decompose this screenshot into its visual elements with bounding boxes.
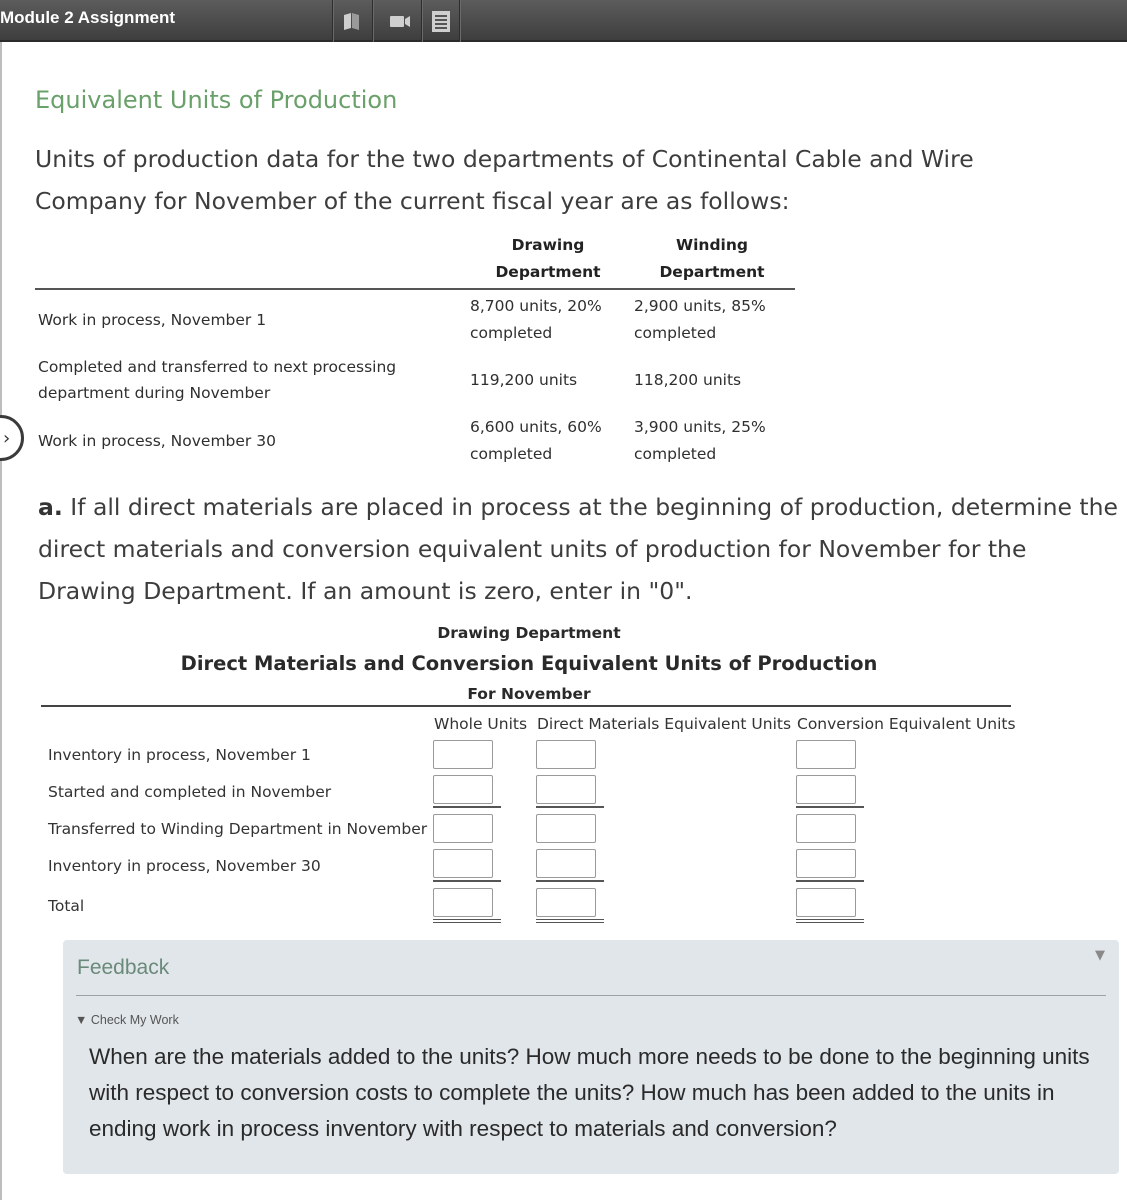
report-row-label: Inventory in process, November 30 — [48, 857, 321, 875]
table-cell: 6,600 units, 60% completed — [470, 418, 602, 463]
report-row-label: Transferred to Winding Department in November — [48, 820, 428, 838]
total-rule — [536, 880, 604, 882]
toolbar-divider — [459, 0, 461, 42]
whole-units-input-started[interactable] — [433, 775, 493, 804]
total-rule — [796, 880, 864, 882]
conversion-input-transferred[interactable] — [796, 814, 856, 843]
column-header-materials: Direct Materials Equivalent Units — [537, 715, 792, 733]
top-bar — [0, 0, 1127, 42]
expand-panel-button[interactable] — [0, 415, 24, 461]
table-cell: 119,200 units — [470, 371, 578, 389]
row-label: Work in process, November 1 — [38, 311, 267, 329]
subtotal-rule — [433, 806, 501, 808]
problem-intro: Units of production data for the two departments of Continental Cable and Wire Company for November of the current fiscal year are as follows: — [35, 145, 974, 215]
double-underline — [433, 919, 501, 923]
report-row-label: Inventory in process, November 1 — [48, 746, 311, 764]
table-cell: 2,900 units, 85% completed — [634, 297, 766, 342]
check-my-work-toggle[interactable]: ▼ Check My Work — [75, 1013, 179, 1027]
conversion-input-beginning[interactable] — [796, 740, 856, 769]
chevron-right-icon: › — [3, 428, 11, 449]
video-icon[interactable] — [387, 8, 413, 34]
materials-input-started[interactable] — [536, 775, 596, 804]
subtotal-rule — [536, 806, 604, 808]
table-cell: 3,900 units, 25% completed — [634, 418, 766, 463]
whole-units-input-ending[interactable] — [433, 849, 493, 878]
double-underline — [536, 919, 604, 923]
report-title: Direct Materials and Conversion Equivalent Units of Production — [180, 652, 878, 675]
total-rule — [433, 880, 501, 882]
question-a: a. If all direct materials are placed in process at the beginning of production, determine the direct materials and conversion equivalent units of production for November for the Drawing Department. If an amount is zero, enter in "0". — [38, 493, 1118, 605]
row-label: Completed and transferred to next processing department during November — [38, 358, 397, 402]
report-row-label: Started and completed in November — [48, 783, 332, 801]
row-label: Work in process, November 30 — [38, 432, 276, 450]
materials-input-total[interactable] — [536, 888, 596, 917]
toolbar-divider — [372, 0, 374, 42]
column-header-conversion: Conversion Equivalent Units — [797, 715, 1016, 733]
frame-border — [0, 42, 2, 1200]
document-icon[interactable] — [428, 8, 454, 34]
conversion-input-total[interactable] — [796, 888, 856, 917]
table-rule — [35, 288, 795, 290]
triangle-down-icon: ▼ — [75, 1013, 88, 1027]
feedback-title: Feedback — [77, 956, 170, 979]
assignment-title: Module 2 Assignment — [0, 8, 176, 27]
table-cell: 118,200 units — [634, 371, 742, 389]
column-header-drawing: Drawing Department — [495, 236, 601, 281]
column-header-winding: Winding Department — [659, 236, 765, 281]
report-rule — [41, 705, 1011, 707]
materials-input-transferred[interactable] — [536, 814, 596, 843]
column-header-whole-units: Whole Units — [434, 715, 528, 733]
whole-units-input-transferred[interactable] — [433, 814, 493, 843]
report-row-label: Total — [48, 897, 85, 915]
feedback-divider — [76, 995, 1106, 996]
toolbar-divider — [332, 0, 334, 42]
whole-units-input-total[interactable] — [433, 888, 493, 917]
book-icon[interactable] — [339, 8, 365, 34]
report-period: For November — [467, 685, 591, 703]
materials-input-beginning[interactable] — [536, 740, 596, 769]
report-department: Drawing Department — [437, 624, 621, 642]
conversion-input-started[interactable] — [796, 775, 856, 804]
collapse-arrow-icon[interactable]: ▼ — [1095, 948, 1105, 963]
subtotal-rule — [796, 806, 864, 808]
toolbar-divider — [421, 0, 423, 42]
table-cell: 8,700 units, 20% completed — [470, 297, 602, 342]
feedback-hint-text: When are the materials added to the units? How much more needs to be done to the beginning units with respect to conversion costs to complete the units? How much has been added to the units in ending work in process inventory with respect to materials and conversion? — [89, 1044, 1090, 1141]
double-underline — [796, 919, 864, 923]
feedback-panel — [63, 940, 1119, 1174]
conversion-input-ending[interactable] — [796, 849, 856, 878]
whole-units-input-beginning[interactable] — [433, 740, 493, 769]
materials-input-ending[interactable] — [536, 849, 596, 878]
page-title: Equivalent Units of Production — [35, 86, 398, 114]
